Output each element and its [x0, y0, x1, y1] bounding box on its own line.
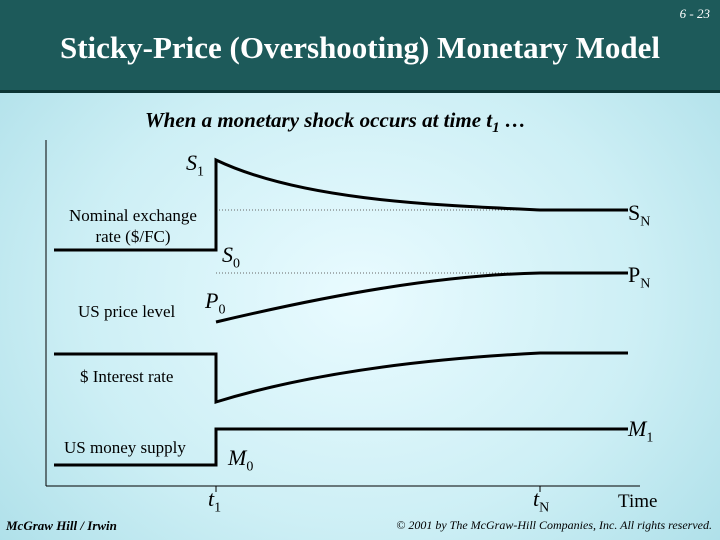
interest-rate-label: $ Interest rate: [80, 367, 174, 386]
s1-label: $S_1$: [186, 150, 204, 180]
sn-label: $S_N$: [628, 200, 651, 230]
exchange-rate-label-line2: rate ($/FC): [95, 227, 171, 246]
m1-label: $M_1$: [628, 416, 654, 446]
time-axis-label: Time: [618, 491, 658, 512]
exchange-rate-label-line1: Nominal exchange: [69, 206, 197, 225]
copyright-text: 2001 by The McGraw-Hill Companies, Inc. All rights reserved.: [408, 518, 712, 532]
caption-subscript: 1: [492, 120, 500, 137]
t1-label: $t_1$: [208, 486, 222, 516]
price-level-curve: [216, 273, 628, 322]
pn-label: $P_N$: [628, 262, 651, 292]
publisher-label: McGraw Hill / Irwin: [6, 518, 117, 533]
exchange-rate-label: [52, 205, 214, 247]
copyright-icon: ©: [396, 518, 406, 532]
m0-label: $M_0$: [228, 445, 254, 475]
slide-title: Sticky-Price (Overshooting) Monetary Model: [59, 30, 661, 65]
s0-label: $S_0$: [222, 242, 240, 272]
p0-label: $P_0$: [205, 288, 226, 318]
price-level-label: US price level: [78, 302, 176, 321]
copyright-notice: [396, 518, 712, 533]
tn-label: $t_N$: [533, 486, 550, 516]
money-supply-label: US money supply: [64, 438, 186, 457]
slide-number: 6 - 23: [679, 6, 710, 21]
caption-text: When a monetary shock occurs at time t: [145, 108, 493, 132]
caption-suffix: …: [499, 108, 526, 132]
